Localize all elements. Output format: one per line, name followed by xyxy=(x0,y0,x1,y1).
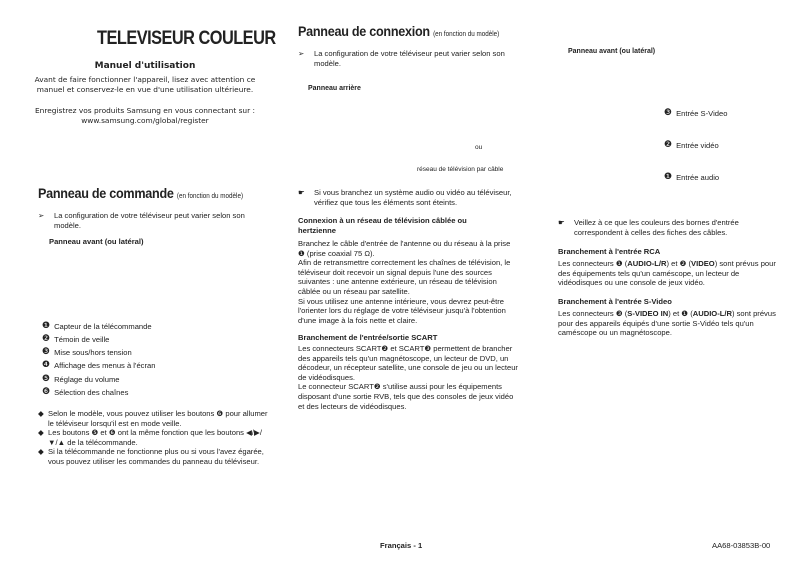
text: ) et ❶ ( xyxy=(668,309,693,318)
s-video-in: S-VIDEO IN xyxy=(627,309,669,318)
item-label: Réglage du volume xyxy=(54,374,120,384)
arrow-icon: ➢ xyxy=(38,211,45,220)
bullet-item xyxy=(38,428,268,447)
register-text xyxy=(25,106,265,126)
control-note xyxy=(38,211,253,230)
list-item xyxy=(664,130,727,162)
cable-network-label: réseau de télévision par câble xyxy=(417,166,504,173)
bullet-item xyxy=(38,447,268,466)
item-label: Témoin de veille xyxy=(54,334,110,344)
pointing-hand-icon: ☛ xyxy=(558,218,565,227)
control-bullets xyxy=(38,409,268,467)
number-icon: ❶ xyxy=(42,320,51,331)
item-label: Entrée S-Video xyxy=(676,109,728,119)
diamond-icon: ◆ xyxy=(38,447,44,457)
list-item xyxy=(664,98,727,130)
text: ) et ❷ ( xyxy=(666,259,692,268)
arrow-icon: ➢ xyxy=(298,49,305,58)
number-icon: ❷ xyxy=(664,140,673,151)
control-panel-heading xyxy=(38,185,243,201)
list-item xyxy=(42,386,155,399)
document-code: AA68-03853B-00 xyxy=(712,541,771,550)
item-label: Entrée vidéo xyxy=(676,141,719,151)
text: Les connecteurs ❸ ( xyxy=(558,309,628,318)
side-warning xyxy=(558,218,778,237)
register-label: Enregistrez vos produits Samsung en vous connectant sur : xyxy=(34,106,255,115)
manual-subtitle: Manuel d'utilisation xyxy=(94,61,196,71)
number-icon: ❸ xyxy=(664,108,673,119)
list-item xyxy=(42,346,155,359)
number-icon: ❷ xyxy=(42,333,51,344)
connection-panel-heading xyxy=(298,23,499,39)
svideo-text xyxy=(558,309,778,338)
control-items-list xyxy=(42,320,155,399)
text: Les connecteurs ❶ ( xyxy=(558,259,628,268)
audio-lr: AUDIO-L/R xyxy=(627,259,667,268)
antenna-heading: Connexion à un réseau de télévision câblée ou hertzienne xyxy=(298,216,467,235)
text: ) sont prévus pour des appareils équipés d'une sortie S-Vidéo tels qu'un caméscope ou un magnétoscope. xyxy=(558,309,776,338)
scart-text: Les connecteurs SCART❷ et SCART❸ permettent de brancher des appareils tels qu'un magnétoscope, un lecteur de DVD, un décodeur, un récepteur satellite, une console de jeu ou un lecteur de vidéodisques. Le connecteur SCART❷ s'utilise aussi pour les équipements disposant d'une sortie RVB, tels que des consoles de jeux vidéo et des lecteurs de vidéodisques. xyxy=(298,344,518,411)
list-item xyxy=(42,320,155,333)
item-label: Affichage des menus à l'écran xyxy=(54,361,156,371)
front-panel-label: Panneau avant (ou latéral) xyxy=(49,237,144,246)
bullet-text: Si la télécommande ne fonctionne plus ou si vous l'avez égarée, vous pouvez utiliser les commandes du panneau du téléviseur. xyxy=(48,447,264,466)
antenna-text: Branchez le câble d'entrée de l'antenne ou du réseau à la prise ❶ (prise coaxial 75 Ω). Afin de retransmettre correctement les chaînes de télévision, le téléviseur doit recevoir un signal depuis l'une des sources suivantes : une antenne extérieure, un réseau de télévision câblée ou un réseau par satellite. Si vous utilisez une antenne intérieure, vous devrez peut-être l'orienter lors du réglage de votre téléviseur jusqu'à l'obtention d'une image à la fois nette et claire. xyxy=(298,239,511,325)
note-text: La configuration de votre téléviseur peut varier selon son modèle. xyxy=(54,211,245,230)
heading-note: (en fonction du modèle) xyxy=(433,31,500,38)
connection-warning xyxy=(298,188,518,207)
list-item xyxy=(664,162,727,194)
number-icon: ❺ xyxy=(42,373,51,384)
svideo-heading: Branchement à l'entrée S-Video xyxy=(558,297,672,306)
rca-text xyxy=(558,259,778,288)
rear-panel-label: Panneau arrière xyxy=(308,85,361,92)
note-text: La configuration de votre téléviseur peut varier selon son modèle. xyxy=(314,49,505,68)
list-item xyxy=(42,373,155,386)
pointing-hand-icon: ☛ xyxy=(298,188,305,197)
bullet-item xyxy=(38,409,268,428)
number-icon: ❸ xyxy=(42,347,51,358)
video: VIDEO xyxy=(691,259,715,268)
scart-heading: Branchement de l'entrée/sortie SCART xyxy=(298,333,438,342)
item-label: Entrée audio xyxy=(676,173,720,183)
list-item xyxy=(42,360,155,373)
item-label: Sélection des chaînes xyxy=(54,387,129,397)
side-input-list xyxy=(664,98,727,194)
number-icon: ❶ xyxy=(664,172,673,183)
number-icon: ❻ xyxy=(42,386,51,397)
item-label: Capteur de la télécommande xyxy=(54,321,152,331)
warning-text: Veillez à ce que les couleurs des bornes d'entrée correspondent à celles des fiches des câbles. xyxy=(574,218,739,237)
list-item xyxy=(42,333,155,346)
audio-lr: AUDIO-L/R xyxy=(692,309,732,318)
rca-heading: Branchement à l'entrée RCA xyxy=(558,247,661,256)
number-icon: ❹ xyxy=(42,360,51,371)
item-label: Mise sous/hors tension xyxy=(54,348,132,358)
register-url[interactable]: www.samsung.com/global/register xyxy=(81,116,209,125)
heading-text: Panneau de connexion xyxy=(298,23,430,39)
heading-note: (en fonction du modèle) xyxy=(176,193,244,200)
diamond-icon: ◆ xyxy=(38,409,44,418)
heading-text: Panneau de commande xyxy=(38,185,174,201)
side-panel-label: Panneau avant (ou latéral) xyxy=(568,48,656,55)
text: ) sont prévus pour des équipements tels qu'un caméscope, un lecteur de vidéodisques ou une console de jeux vidéo. xyxy=(558,259,776,288)
intro-text: Avant de faire fonctionner l'appareil, lisez avec attention ce manuel et conservez-le en vue d'une utilisation ultérieure. xyxy=(34,75,256,94)
connection-note xyxy=(298,49,513,68)
document-title: TELEVISEUR COULEUR xyxy=(97,28,276,49)
or-label: ou xyxy=(475,144,483,151)
diamond-icon: ◆ xyxy=(38,428,44,438)
page-number: Français - 1 xyxy=(380,541,423,550)
bullet-text: Selon le modèle, vous pouvez utiliser les boutons ❻ pour allumer le téléviseur lorsqu'il est en mode veille. xyxy=(48,409,268,428)
bullet-text: Les boutons ❺ et ❻ ont la même fonction que les boutons ◀/▶/▼/▲ de la télécommande. xyxy=(48,428,262,447)
warning-text: Si vous branchez un système audio ou vidéo au téléviseur, vérifiez que tous les éléments sont éteints. xyxy=(314,188,512,207)
